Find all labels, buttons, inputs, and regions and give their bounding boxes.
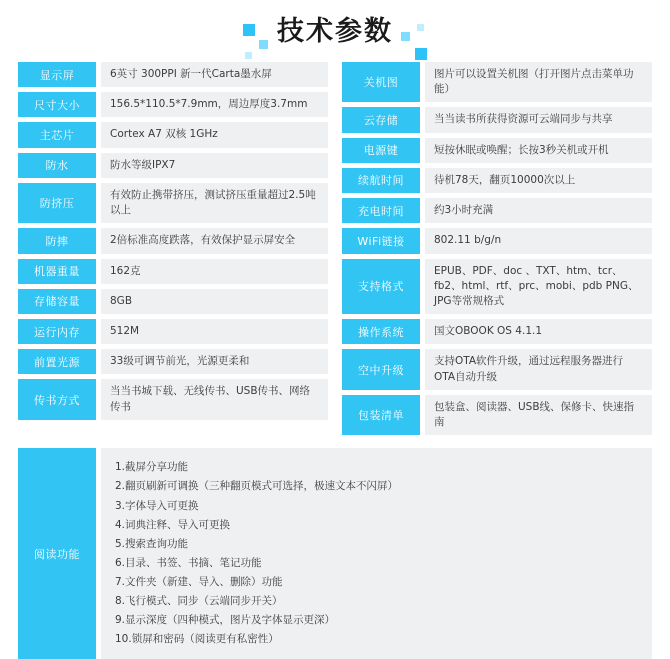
spec-row [18,259,328,284]
spec-value: 约3小时充满 [425,198,652,223]
spec-row [342,395,652,435]
spec-value: 8GB [101,289,328,314]
spec-value: EPUB、PDF、doc 、TXT、htm、tcr、fb2、html、rtf、prc、mobi、pdb PNG、JPG等常规格式 [425,259,652,315]
spec-label: 电源键 [342,138,420,163]
page-title: 技术参数 [277,15,393,47]
spec-label: 前置光源 [18,349,96,374]
spec-value: 包装盒、阅读器、USB线、保修卡、快速指南 [425,395,652,435]
spec-row [342,198,652,223]
spec-columns [0,62,670,435]
spec-label: WiFi链接 [342,228,420,253]
spec-row [342,107,652,132]
spec-label: 空中升级 [342,349,420,389]
spec-row [18,289,328,314]
reading-features-block [18,448,652,659]
spec-label: 主芯片 [18,122,96,147]
decor-square-icon [401,32,410,41]
decor-square-icon [417,24,424,31]
spec-row [18,122,328,147]
spec-value: Cortex A7 双核 1GHz [101,122,328,147]
spec-value: 33级可调节前光，光源更柔和 [101,349,328,374]
spec-label: 存储容量 [18,289,96,314]
list-item: 3.字体导入可更换 [115,499,199,512]
spec-row [18,379,328,419]
spec-row [342,138,652,163]
spec-row [18,153,328,178]
spec-label: 机器重量 [18,259,96,284]
spec-column-right [342,62,652,435]
decor-square-icon [259,40,268,49]
spec-row [18,228,328,253]
spec-row [342,168,652,193]
spec-row [18,92,328,117]
spec-value: 短按休眠或唤醒；长按3秒关机或开机 [425,138,652,163]
list-item: 10.锁屏和密码（阅读更有私密性） [115,633,279,646]
spec-value: 512M [101,319,328,344]
list-item: 6.目录、书签、书摘、笔记功能 [115,556,262,569]
spec-value: 6英寸 300PPI 新一代Carta墨水屏 [101,62,328,87]
spec-label: 传书方式 [18,379,96,419]
spec-label: 运行内存 [18,319,96,344]
spec-label: 包装清单 [342,395,420,435]
spec-label: 支持格式 [342,259,420,315]
decor-square-icon [415,48,427,60]
spec-label: 显示屏 [18,62,96,87]
spec-value: 2倍标准高度跌落，有效保护显示屏安全 [101,228,328,253]
list-item: 9.显示深度（四种模式，图片及字体显示更深） [115,614,336,627]
spec-row [342,259,652,315]
spec-label: 续航时间 [342,168,420,193]
list-item: 1.截屏分享功能 [115,461,189,474]
spec-label: 防挤压 [18,183,96,223]
spec-row [342,62,652,102]
spec-value: 防水等级IPX7 [101,153,328,178]
spec-label: 操作系统 [342,319,420,344]
spec-value: 802.11 b/g/n [425,228,652,253]
spec-value: 国文OBOOK OS 4.1.1 [425,319,652,344]
spec-value: 有效防止携带挤压，测试挤压重量超过2.5吨以上 [101,183,328,223]
spec-row [18,62,328,87]
spec-label: 尺寸大小 [18,92,96,117]
spec-value: 支持OTA软件升级，通过远程服务器进行OTA自动升级 [425,349,652,389]
decor-square-icon [245,52,252,59]
spec-label: 充电时间 [342,198,420,223]
list-item: 2.翻页刷新可调换（三种翻页模式可选择，极速文本不闪屏） [115,480,399,493]
spec-row [18,183,328,223]
spec-row [18,319,328,344]
spec-row [342,349,652,389]
title-wrap [243,15,427,47]
spec-label: 云存储 [342,107,420,132]
spec-value: 待机78天，翻页10000次以上 [425,168,652,193]
spec-label: 防摔 [18,228,96,253]
spec-value: 156.5*110.5*7.9mm，周边厚度3.7mm [101,92,328,117]
reading-features-label: 阅读功能 [18,448,96,659]
spec-row [342,228,652,253]
spec-value: 当当读书所获得资源可云端同步与共享 [425,107,652,132]
spec-value: 162克 [101,259,328,284]
list-item: 8.飞行模式、同步（云端同步开关） [115,595,283,608]
spec-value: 当当书城下载、无线传书、USB传书、网络传书 [101,379,328,419]
list-item: 5.搜索查询功能 [115,537,189,550]
list-item: 7.文件夹（新建、导入、删除）功能 [115,575,283,588]
spec-column-left [18,62,328,435]
list-item: 4.词典注释、导入可更换 [115,518,231,531]
spec-row [342,319,652,344]
reading-features-list [101,448,652,659]
spec-row [18,349,328,374]
spec-value: 图片可以设置关机图（打开图片点击菜单功能） [425,62,652,102]
decor-square-icon [243,24,255,36]
spec-label: 防水 [18,153,96,178]
page-header [0,0,670,62]
spec-label: 关机图 [342,62,420,102]
